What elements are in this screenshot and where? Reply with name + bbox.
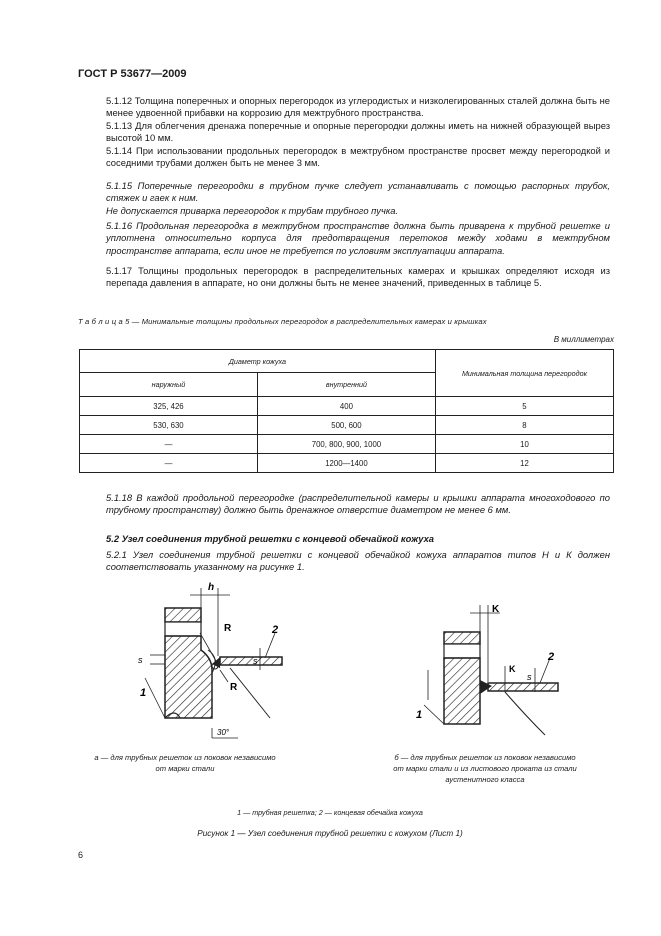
table-cell-inner: 700, 800, 900, 1000 [257,435,435,454]
label-r-top: R [224,623,232,634]
figure-title: Рисунок 1 — Узел соединения трубной решетки с кожухом (Лист 1) [197,829,463,838]
label-s-left: s [138,655,143,665]
table-cell-inner: 1200—1400 [257,454,435,473]
document-header: ГОСТ Р 53677—2009 [78,68,187,80]
table-cell-outer: 530, 630 [80,416,258,435]
paragraph-5-1-18: 5.1.18 В каждой продольной перегородке (распределительной камеры и крышки аппарата многоходового по трубному пространству) должно быть дренажное отверстие диаметром не менее 6 мм. [106,492,610,516]
paragraph-5-1-12: 5.1.12 Толщина поперечных и опорных перегородок из углеродистых и низколегированных сталей должна быть не менее удвоенной прибавки на коррозию для межтрубного пространства. [106,95,610,119]
figure-a-drawing [120,578,295,748]
label-1: 1 [416,709,423,721]
table-row [80,397,614,416]
table-cell-outer: — [80,435,258,454]
paragraph-5-1-15: 5.1.15 Поперечные перегородки в трубном пучке следует устанавливать с помощью распорных трубок, стяжек и гаек к ним. [106,180,610,204]
page-number: 6 [78,850,84,860]
table-header-diameter: Диаметр кожуха [80,350,436,373]
table-cell-outer: 325, 426 [80,397,258,416]
label-s: s [253,656,258,666]
paragraph-5-1-17: 5.1.17 Толщины продольных перегородок в распределительных камерах и крышках определяют исходя из перепада давления в аппарате, но они должны быть не менее значений, приведенных в таблице 5. [106,265,610,289]
label-r-bottom: R [230,682,238,693]
label-k-side: K [509,664,516,674]
label-2: 2 [548,651,555,663]
label-k-top: K [492,604,500,615]
table-row [80,416,614,435]
table-cell-outer: — [80,454,258,473]
table-5-caption: Т а б л и ц а 5 — Минимальные толщины продольных перегородок в распределительных камерах и крышках [78,317,487,326]
label-2: 2 [272,624,279,636]
table-header-min-thickness: Минимальная толщина перегородок [435,350,613,397]
table-row [80,435,614,454]
label-s: s [527,672,532,682]
label-angle: 30° [217,728,230,737]
figure-b-caption: б — для трубных решеток из поковок независимо от марки стали и из листового проката из стали аустенитного класса [393,753,577,784]
table-header-outer: наружный [80,373,258,397]
table-cell-inner: 400 [257,397,435,416]
table-header-inner: внутренний [257,373,435,397]
figure-b-drawing [410,600,570,740]
table-row [80,454,614,473]
label-1: 1 [140,687,147,699]
paragraph-5-1-16: 5.1.16 Продольная перегородка в межтрубном пространстве должна быть приварена к трубной решетке и уплотнена относительно корпуса для предотвращения перетоков между ходами в межтрубном пространстве аппарата, если иное не требуется по условиям эксплуатации аппарата. [106,220,610,256]
table-cell-min: 12 [435,454,613,473]
table-cell-inner: 500, 600 [257,416,435,435]
table-5-unit: В миллиметрах [553,335,614,344]
paragraph-5-2-1: 5.2.1 Узел соединения трубной решетки с концевой обечайкой кожуха аппаратов типов Н и К должен соответствовать указанному на рисунке 1. [106,549,610,573]
paragraph-5-1-14: 5.1.14 При использовании продольных перегородок в межтрубном пространстве просвет между перегородкой и соседними трубами должен быть не менее 3 мм. [106,145,610,169]
table-cell-min: 10 [435,435,613,454]
table-cell-min: 5 [435,397,613,416]
paragraph-5-1-13: 5.1.13 Для облегчения дренажа поперечные и опорные перегородки должны иметь на нижней образующей вырез высотой 10 мм. [106,120,610,144]
paragraph-5-1-15b: Не допускается приварка перегородок к трубам трубного пучка. [106,205,399,216]
figure-legend: 1 — трубная решетка; 2 — концевая обечайка кожуха [237,808,423,817]
section-5-2-heading: 5.2 Узел соединения трубной решетки с концевой обечайкой кожуха [106,533,434,544]
table-5 [79,349,614,473]
figure-a-caption: а — для трубных решеток из поковок независимо от марки стали [94,753,276,773]
table-cell-min: 8 [435,416,613,435]
label-h: h [208,582,215,593]
